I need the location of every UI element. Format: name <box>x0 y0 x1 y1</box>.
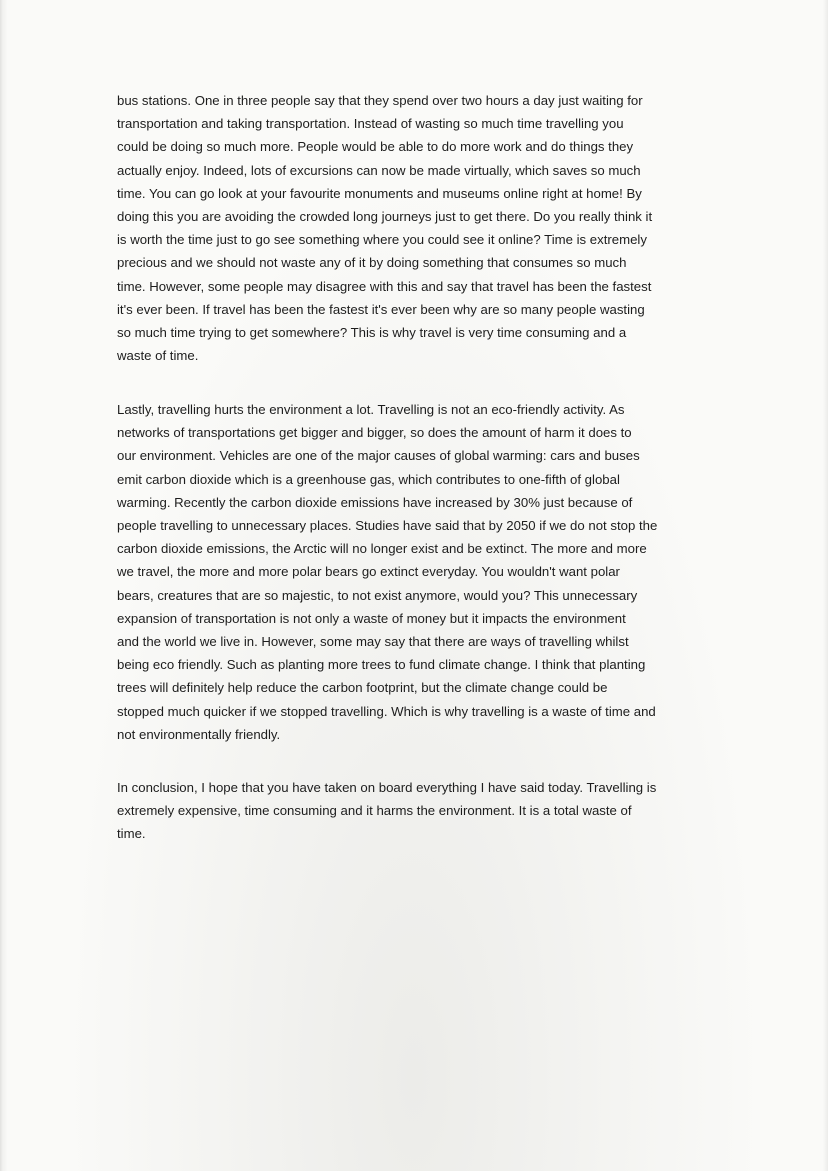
text-line: time. You can go look at your favourite monuments and museums online right at home! By <box>117 185 642 201</box>
text-line: is worth the time just to go see something where you could see it online? Time is extremely <box>117 232 647 248</box>
text-line: people travelling to unnecessary places. Studies have said that by 2050 if we do not stop the <box>117 518 658 534</box>
text-line: expansion of transportation is not only a waste of money but it impacts the environment <box>117 610 626 626</box>
text-line: being eco friendly. Such as planting more trees to fund climate change. I think that planting <box>117 657 646 673</box>
paragraph-conclusion <box>117 776 709 846</box>
text-line: trees will definitely help reduce the carbon footprint, but the climate change could be <box>117 680 608 696</box>
text-line: time. <box>117 826 146 842</box>
text-line: so much time trying to get somewhere? This is why travel is very time consuming and a <box>117 325 627 341</box>
text-line: networks of transportations get bigger and bigger, so does the amount of harm it does to <box>117 425 632 441</box>
text-line: carbon dioxide emissions, the Arctic will no longer exist and be extinct. The more and more <box>117 541 647 557</box>
text-line: we travel, the more and more polar bears go extinct everyday. You wouldn't want polar <box>117 564 620 580</box>
text-line: transportation and taking transportation. Instead of wasting so much time travelling you <box>117 116 624 132</box>
text-line: Lastly, travelling hurts the environment a lot. Travelling is not an eco-friendly activity. As <box>117 402 625 417</box>
text-line: not environmentally friendly. <box>117 726 281 742</box>
text-line: could be doing so much more. People would be able to do more work and do things they <box>117 139 634 155</box>
text-line: stopped much quicker if we stopped travelling. Which is why travelling is a waste of time and <box>117 703 656 719</box>
text-line: actually enjoy. Indeed, lots of excursions can now be made virtually, which saves so much <box>117 162 641 178</box>
text-line: and the world we live in. However, some may say that there are ways of travelling whilst <box>117 634 629 650</box>
text-line: our environment. Vehicles are one of the major causes of global warming: cars and buses <box>117 448 640 464</box>
text-line: waste of time. <box>117 348 199 364</box>
text-line: bus stations. One in three people say that they spend over two hours a day just waiting for <box>117 93 643 108</box>
text-line: time. However, some people may disagree with this and say that travel has been the fastest <box>117 278 652 294</box>
text-line: doing this you are avoiding the crowded long journeys just to get there. Do you really think it <box>117 209 653 225</box>
text-line: In conclusion, I hope that you have taken on board everything I have said today. Travelling is <box>117 780 657 795</box>
paragraph-time-consumption <box>117 89 709 367</box>
text-line: extremely expensive, time consuming and it harms the environment. It is a total waste of <box>117 803 632 819</box>
text-line: precious and we should not waste any of it by doing something that consumes so much <box>117 255 627 271</box>
text-line: emit carbon dioxide which is a greenhouse gas, which contributes to one-fifth of global <box>117 471 620 487</box>
text-line: bears, creatures that are so majestic, to not exist anymore, would you? This unnecessary <box>117 587 638 603</box>
text-line: warming. Recently the carbon dioxide emissions have increased by 30% just because of <box>117 494 633 510</box>
text-line: it's ever been. If travel has been the fastest it's ever been why are so many people wasting <box>117 301 645 317</box>
paragraph-environment <box>117 398 709 746</box>
